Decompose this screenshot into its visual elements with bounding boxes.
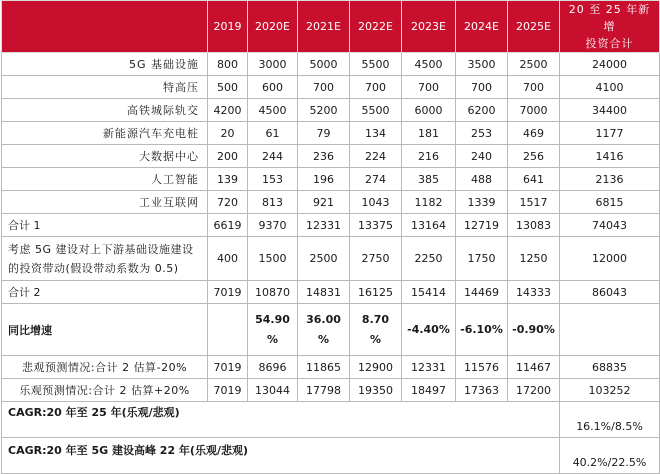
table-row [2,53,660,76]
cell-value: 700 [402,76,456,99]
cell-value: 7000 [508,99,560,122]
table-row [2,99,660,122]
cell-value: 19350 [350,379,402,402]
cell-value: 1339 [456,191,508,214]
header-year: 2021E [298,1,350,53]
cell-value: 256 [508,145,560,168]
row-label: 5G 基础设施 [2,53,208,76]
cell-total: 40.2%/22.5% [560,438,660,474]
row-label: 特高压 [2,76,208,99]
header-year: 2023E [402,1,456,53]
cell-value: 15414 [402,281,456,304]
cell-value: 12331 [402,356,456,379]
cell-value: 1043 [350,191,402,214]
cell-value: 196 [298,168,350,191]
cell-value: 14469 [456,281,508,304]
cell-value: 253 [456,122,508,145]
cell-value: 5200 [298,99,350,122]
table-row [2,122,660,145]
cell-value: 7019 [208,281,248,304]
cell-value: 13375 [350,214,402,237]
cell-value: 216 [402,145,456,168]
cell-value: 79 [298,122,350,145]
cell-total: 1416 [560,145,660,168]
cell-value: 16125 [350,281,402,304]
cell-value: -0.90% [508,304,560,356]
cell-total: 86043 [560,281,660,304]
cell-value: 2500 [298,237,350,281]
cell-value: 921 [298,191,350,214]
cell-value: 153 [248,168,298,191]
row-label: 高铁城际轨交 [2,99,208,122]
table-row [2,191,660,214]
table-row [2,76,660,99]
header-year: 2022E [350,1,402,53]
row-label: 合计 1 [2,214,208,237]
row-label: 同比增速 [2,304,208,356]
cell-value: 7019 [208,356,248,379]
cell-value: 244 [248,145,298,168]
row-label: 工业互联网 [2,191,208,214]
cell-value: 240 [456,145,508,168]
cell-value: 274 [350,168,402,191]
table-row [2,237,660,281]
cell-value: 11467 [508,356,560,379]
row-label: 考虑 5G 建设对上下游基础设施建设的投资带动(假设带动系数为 0.5) [2,237,208,281]
cell-value: 1182 [402,191,456,214]
subtotal-row [2,281,660,304]
cell-value: 17363 [456,379,508,402]
cagr-row [2,402,660,438]
cell-value: 11865 [298,356,350,379]
header-year: 2025E [508,1,560,53]
cell-value: 6619 [208,214,248,237]
cell-value: 720 [208,191,248,214]
header-corner [2,1,208,53]
header-total-line1: 20 至 25 年新增 [568,3,651,33]
cell-value: 14333 [508,281,560,304]
cell-value: 4500 [248,99,298,122]
cell-value: 2750 [350,237,402,281]
cell-value: 641 [508,168,560,191]
cell-value: 13044 [248,379,298,402]
cell-value: 700 [508,76,560,99]
cell-value: 200 [208,145,248,168]
cell-value: 20 [208,122,248,145]
table-row [2,145,660,168]
cell-total: 74043 [560,214,660,237]
cell-value: 54.90 % [248,304,298,356]
cell-value: 4500 [402,53,456,76]
header-year: 2024E [456,1,508,53]
cell-value: 5500 [350,99,402,122]
cell-value: 8.70 % [350,304,402,356]
cell-total: 4100 [560,76,660,99]
cell-value: 400 [208,237,248,281]
row-label: 新能源汽车充电桩 [2,122,208,145]
cell-value: 5000 [298,53,350,76]
cell-value [208,304,248,356]
cell-value: 3000 [248,53,298,76]
subtotal-row [2,214,660,237]
cell-value: 12719 [456,214,508,237]
table-row [2,379,660,402]
cell-value: 600 [248,76,298,99]
cell-total: 24000 [560,53,660,76]
header-total [560,1,660,53]
cell-value: 5500 [350,53,402,76]
cell-value: 12900 [350,356,402,379]
cell-total: 6815 [560,191,660,214]
cell-value: 1750 [456,237,508,281]
cell-value: 181 [402,122,456,145]
cell-value: 17200 [508,379,560,402]
cell-value: 8696 [248,356,298,379]
cell-value: 2250 [402,237,456,281]
row-label: 合计 2 [2,281,208,304]
cell-value: 134 [350,122,402,145]
cell-value: 13083 [508,214,560,237]
cell-value: 236 [298,145,350,168]
cell-value: 36.00 % [298,304,350,356]
row-label: 悲观预测情况:合计 2 估算-20% [2,356,208,379]
cell-value: 18497 [402,379,456,402]
table-row [2,168,660,191]
cell-total: 1177 [560,122,660,145]
cell-value: 3500 [456,53,508,76]
cell-value: 12331 [298,214,350,237]
cell-value: 700 [298,76,350,99]
cell-value: 800 [208,53,248,76]
row-label: CAGR:20 年至 25 年(乐观/悲观) [2,402,560,438]
cell-value: 6000 [402,99,456,122]
row-label: 人工智能 [2,168,208,191]
cell-total: 68835 [560,356,660,379]
cell-total: 16.1%/8.5% [560,402,660,438]
cell-value: 139 [208,168,248,191]
investment-table [1,0,660,474]
row-label: 乐观预测情况:合计 2 估算+20% [2,379,208,402]
cagr-row [2,438,660,474]
cell-value: 17798 [298,379,350,402]
table-row [2,356,660,379]
cell-value: 700 [350,76,402,99]
cell-value: 7019 [208,379,248,402]
cell-value: -4.40% [402,304,456,356]
cell-value: 1500 [248,237,298,281]
header-total-line2: 投资合计 [585,37,634,50]
cell-total: 2136 [560,168,660,191]
cell-value: 61 [248,122,298,145]
cell-value: 385 [402,168,456,191]
cell-value: 1250 [508,237,560,281]
cell-value: 6200 [456,99,508,122]
cell-value: 500 [208,76,248,99]
cell-value: 813 [248,191,298,214]
cell-total: 103252 [560,379,660,402]
cell-value: 9370 [248,214,298,237]
cell-value: -6.10% [456,304,508,356]
header-year: 2020E [248,1,298,53]
cell-value: 488 [456,168,508,191]
cell-value: 14831 [298,281,350,304]
cell-total [560,304,660,356]
cell-value: 4200 [208,99,248,122]
cell-value: 224 [350,145,402,168]
cell-value: 1517 [508,191,560,214]
cell-value: 2500 [508,53,560,76]
cell-value: 700 [456,76,508,99]
header-row [2,1,660,53]
cell-value: 13164 [402,214,456,237]
growth-row [2,304,660,356]
row-label: CAGR:20 年至 5G 建设高峰 22 年(乐观/悲观) [2,438,560,474]
cell-total: 34400 [560,99,660,122]
cell-value: 469 [508,122,560,145]
cell-total: 12000 [560,237,660,281]
cell-value: 10870 [248,281,298,304]
row-label: 大数据中心 [2,145,208,168]
cell-value: 11576 [456,356,508,379]
header-year: 2019 [208,1,248,53]
